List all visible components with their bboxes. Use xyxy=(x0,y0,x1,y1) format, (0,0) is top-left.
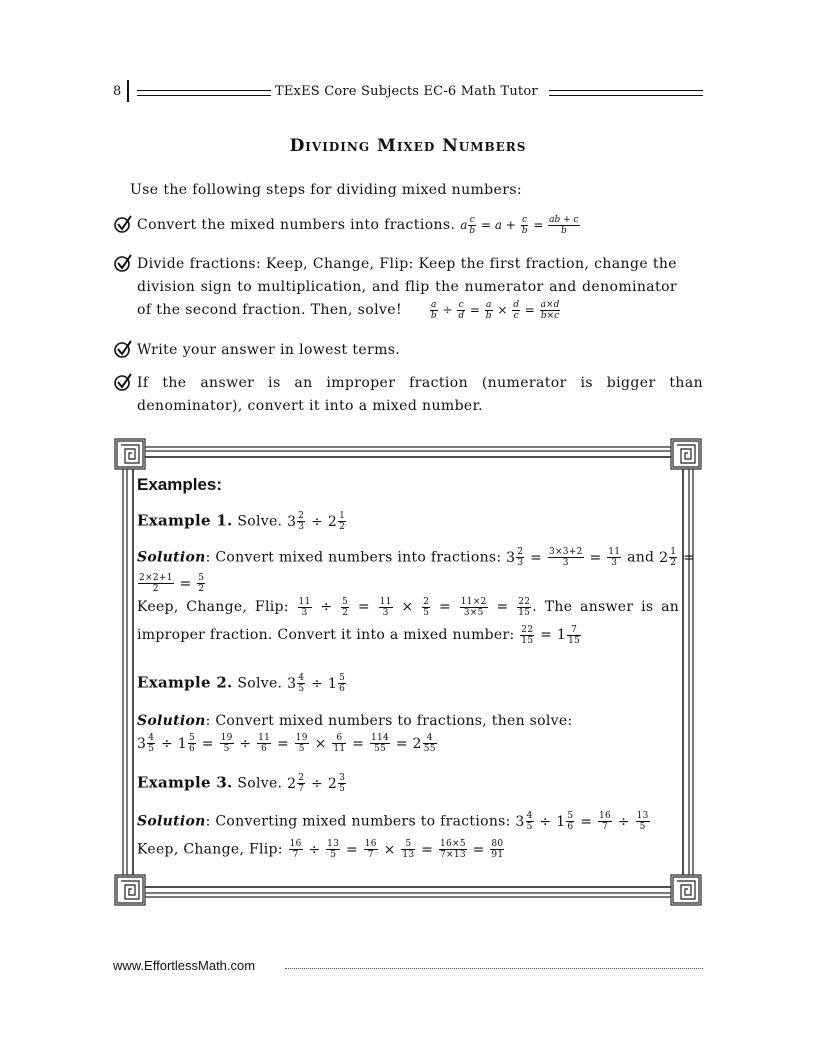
step-3 xyxy=(113,339,703,363)
checkmark-circle-icon xyxy=(113,253,133,273)
example-1-solution: Solution: Convert mixed numbers into fractions: 3 $\frac{2}{3}$ = $\frac{3\times 3+2}{3}$ = $\frac{11}{3}$ and 2 $\frac{1}{2}$ = xyxy=(137,547,696,568)
footer-site-link[interactable]: www.EffortlessMath.com xyxy=(113,958,256,973)
step-2-formula: $\frac{a}{b}$ ÷ $\frac{c}{d}$ = $\frac{a}{b}$ × $\frac{d}{c}$ = $\frac{a\times d}{b\times c}$ xyxy=(430,300,560,321)
step-3-text: Write your answer in lowest terms. xyxy=(137,342,401,358)
example-1-keep: Keep, Change, Flip: $\frac{11}{3}$ ÷ $\frac{5}{2}$ = $\frac{11}{3}$ × $\frac{2}{5}$ = $\frac{11\times 2}{3\times 5}$ = $\frac{22}{15}$ . The answer is an improper fraction. Convert it into a mixed number: $\frac{22}{15}$ = 1 $\frac{7}{15}$ xyxy=(137,596,680,646)
example-2-solution: Solution: Convert mixed numbers to fractions, then solve: xyxy=(137,713,573,729)
step-4 xyxy=(113,372,703,420)
step-2 xyxy=(113,253,703,325)
step-4-text: If the answer is an improper fraction (numerator is bigger than denominator), convert it into a mixed number. xyxy=(137,375,703,414)
step-2-text: Divide fractions: Keep, Change, Flip: Keep the first fraction, change the division sign to multiplication, and flip the numerator and denominator of the second fraction. Then, solve! xyxy=(137,256,677,318)
page-footer xyxy=(113,958,703,973)
example-2-work: 3 $\frac{4}{5}$ ÷ 1 $\frac{5}{6}$ = $\frac{19}{5}$ ÷ $\frac{11}{6}$ = $\frac{19}{5}$ × $\frac{6}{11}$ = $\frac{114}{55}$ = 2 $\frac{4}{55}$ xyxy=(137,733,436,754)
header-rule-right xyxy=(549,90,703,96)
page-number: 8 xyxy=(113,84,122,99)
step-1-text: Convert the mixed numbers into fractions. xyxy=(137,217,456,233)
header-bar xyxy=(127,80,129,102)
examples-heading: Examples: xyxy=(137,475,223,494)
header-rule-left xyxy=(137,90,271,96)
greek-key-frame xyxy=(113,437,703,907)
footer-dotted-leader xyxy=(285,968,703,969)
checkmark-circle-icon xyxy=(113,372,133,392)
example-3-solution: Solution: Converting mixed numbers to fractions: 3 $\frac{4}{5}$ ÷ 1 $\frac{5}{6}$ = $\frac{16}{7}$ ÷ $\frac{13}{5}$ xyxy=(137,811,649,832)
example-3-keep: Keep, Change, Flip: $\frac{16}{7}$ ÷ $\frac{13}{5}$ = $\frac{16}{7}$ × $\frac{5}{13}$ = $\frac{16\times 5}{7\times 13}$ = $\frac{80}{91}$ xyxy=(137,839,504,860)
intro-text: Use the following steps for dividing mixed numbers: xyxy=(130,182,523,198)
page-header xyxy=(113,80,703,104)
examples-box xyxy=(113,437,703,907)
step-1 xyxy=(113,214,703,240)
example-1-title: Example 1. Solve. 3 $\frac{2}{3}$ ÷ 2 $\frac{1}{2}$ xyxy=(137,511,346,532)
step-1-formula: a $\frac{c}{b}$ = a + $\frac{c}{b}$ = $\frac{ab + c}{b}$ xyxy=(460,215,579,236)
example-1-solution-cont: $\frac{2\times 2+1}{2}$ = $\frac{5}{2}$ xyxy=(139,573,205,594)
header-title: TExES Core Subjects EC-6 Math Tutor xyxy=(275,84,538,99)
checkmark-circle-icon xyxy=(113,214,133,234)
example-3-title: Example 3. Solve. 2 $\frac{2}{7}$ ÷ 2 $\frac{3}{5}$ xyxy=(137,773,346,794)
example-2-title: Example 2. Solve. 3 $\frac{4}{5}$ ÷ 1 $\frac{5}{6}$ xyxy=(137,673,346,694)
page-title: Dividing Mixed Numbers xyxy=(289,136,527,156)
checkmark-circle-icon xyxy=(113,339,133,359)
